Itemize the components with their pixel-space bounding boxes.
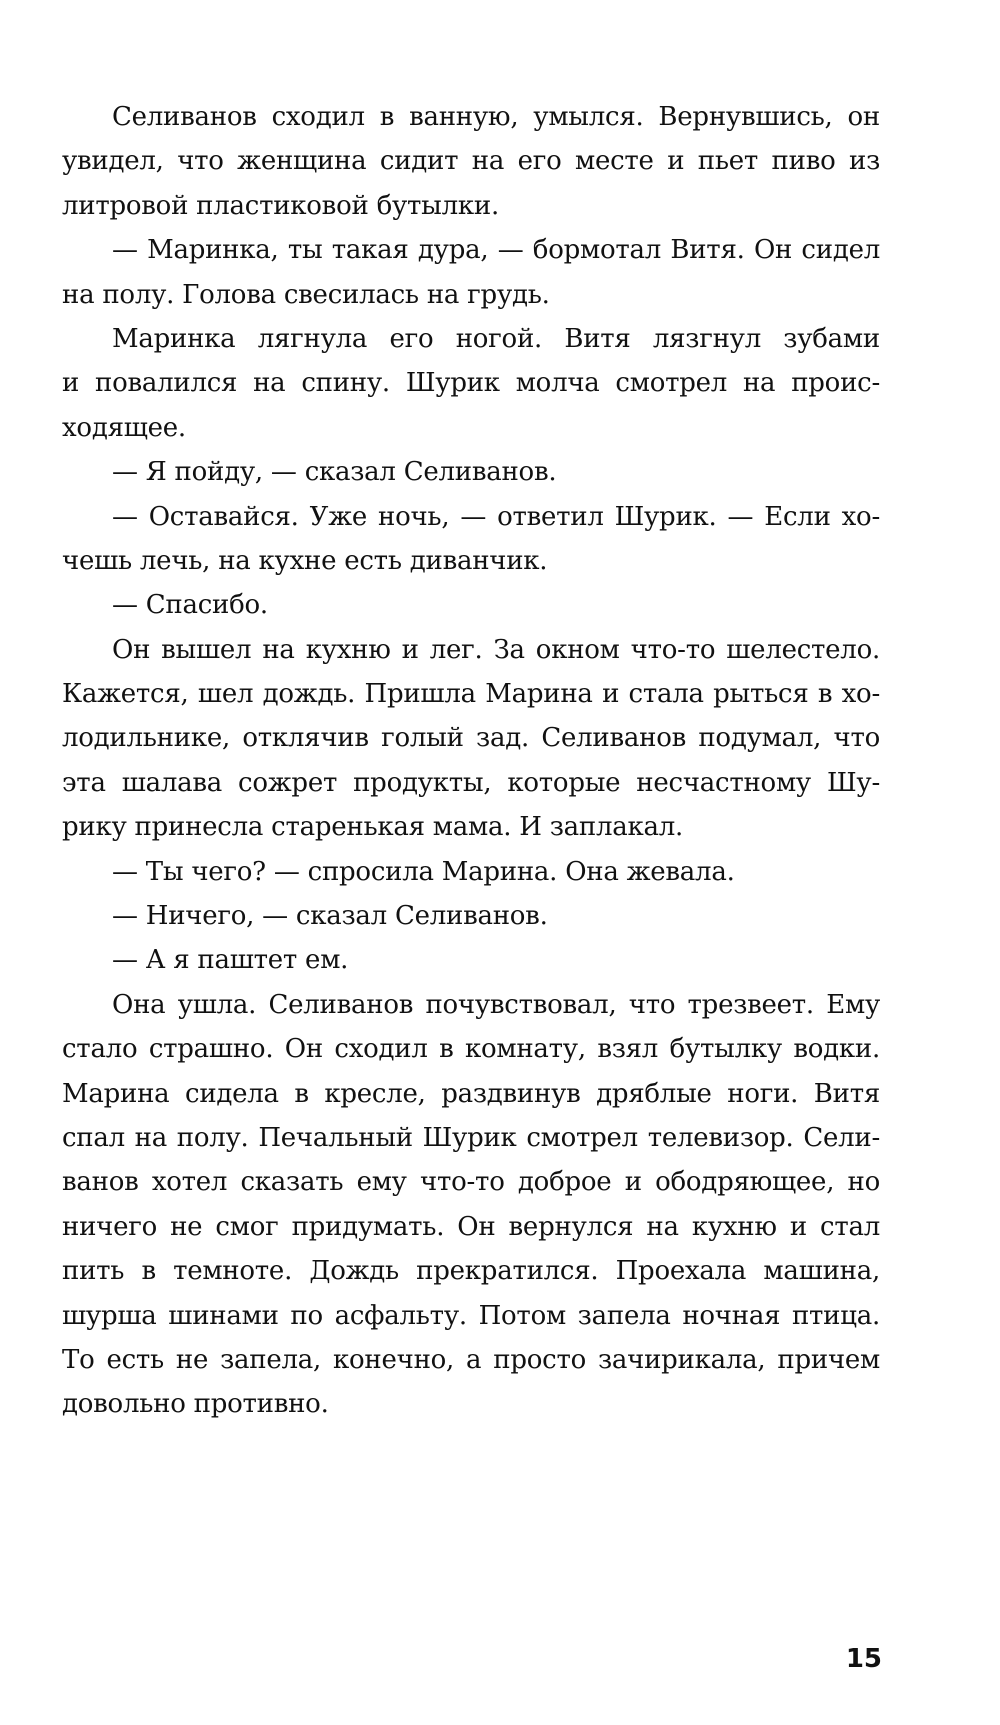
text-line: ходящее. bbox=[62, 412, 186, 443]
text-line: Марина сидела в кресле, раздвинув дряблые ноги. Витя bbox=[62, 1078, 880, 1109]
text-line: Маринка лягнула его ногой. Витя лязгнул зубами bbox=[112, 323, 880, 354]
text-line: эта шалава сожрет продукты, которые несчастному Шу- bbox=[62, 767, 880, 798]
text-line: стало страшно. Он сходил в комнату, взял бутылку водки. bbox=[62, 1034, 880, 1065]
text-line: пить в темноте. Дождь прекратился. Проехала машина, bbox=[62, 1256, 880, 1287]
text-line: Он вышел на кухню и лег. За окном что-то шелестело. bbox=[112, 634, 880, 665]
text-line: лодильнике, отклячив голый зад. Селиванов подумал, что bbox=[62, 723, 880, 754]
text-line: — Маринка, ты такая дура, — бормотал Витя. Он сидел bbox=[112, 235, 880, 266]
text-line: и повалился на спину. Шурик молча смотрел на проис- bbox=[62, 368, 880, 399]
text-line: — Ты чего? — спросила Марина. Она жевала. bbox=[112, 856, 735, 887]
text-line: — Спасибо. bbox=[112, 590, 268, 621]
text-line: То есть не запела, конечно, а просто зачирикала, причем bbox=[62, 1344, 880, 1375]
text-line: — А я паштет ем. bbox=[112, 945, 349, 976]
text-line: — Оставайся. Уже ночь, — ответил Шурик. — Если хо- bbox=[112, 501, 880, 532]
text-line: шурша шинами по асфальту. Потом запела ночная птица. bbox=[62, 1300, 880, 1331]
text-line: литровой пластиковой бутылки. bbox=[62, 190, 499, 221]
text-line: ничего не смог придумать. Он вернулся на кухню и стал bbox=[62, 1211, 880, 1242]
text-line: спал на полу. Печальный Шурик смотрел телевизор. Сели- bbox=[62, 1122, 880, 1153]
text-line: — Я пойду, — сказал Селиванов. bbox=[112, 457, 557, 488]
text-line: Селиванов сходил в ванную, умылся. Вернувшись, он bbox=[112, 102, 880, 132]
text-line: на полу. Голова свесилась на грудь. bbox=[62, 279, 550, 310]
text-line: ванов хотел сказать ему что-то доброе и ободряющее, но bbox=[62, 1167, 880, 1198]
text-line: рику принесла старенькая мама. И заплакал. bbox=[62, 812, 684, 843]
text-line: Кажется, шел дождь. Пришла Марина и стала рыться в хо- bbox=[62, 679, 880, 710]
text-line: довольно противно. bbox=[62, 1389, 329, 1420]
text-line: чешь лечь, на кухне есть диванчик. bbox=[62, 545, 548, 576]
body-text bbox=[62, 95, 880, 1427]
page-number: 15 bbox=[845, 1644, 882, 1674]
text-line: увидел, что женщина сидит на его месте и пьет пиво из bbox=[62, 146, 880, 177]
text-line: Она ушла. Селиванов почувствовал, что трезвеет. Ему bbox=[112, 989, 880, 1020]
text-line: — Ничего, — сказал Селиванов. bbox=[112, 901, 548, 932]
